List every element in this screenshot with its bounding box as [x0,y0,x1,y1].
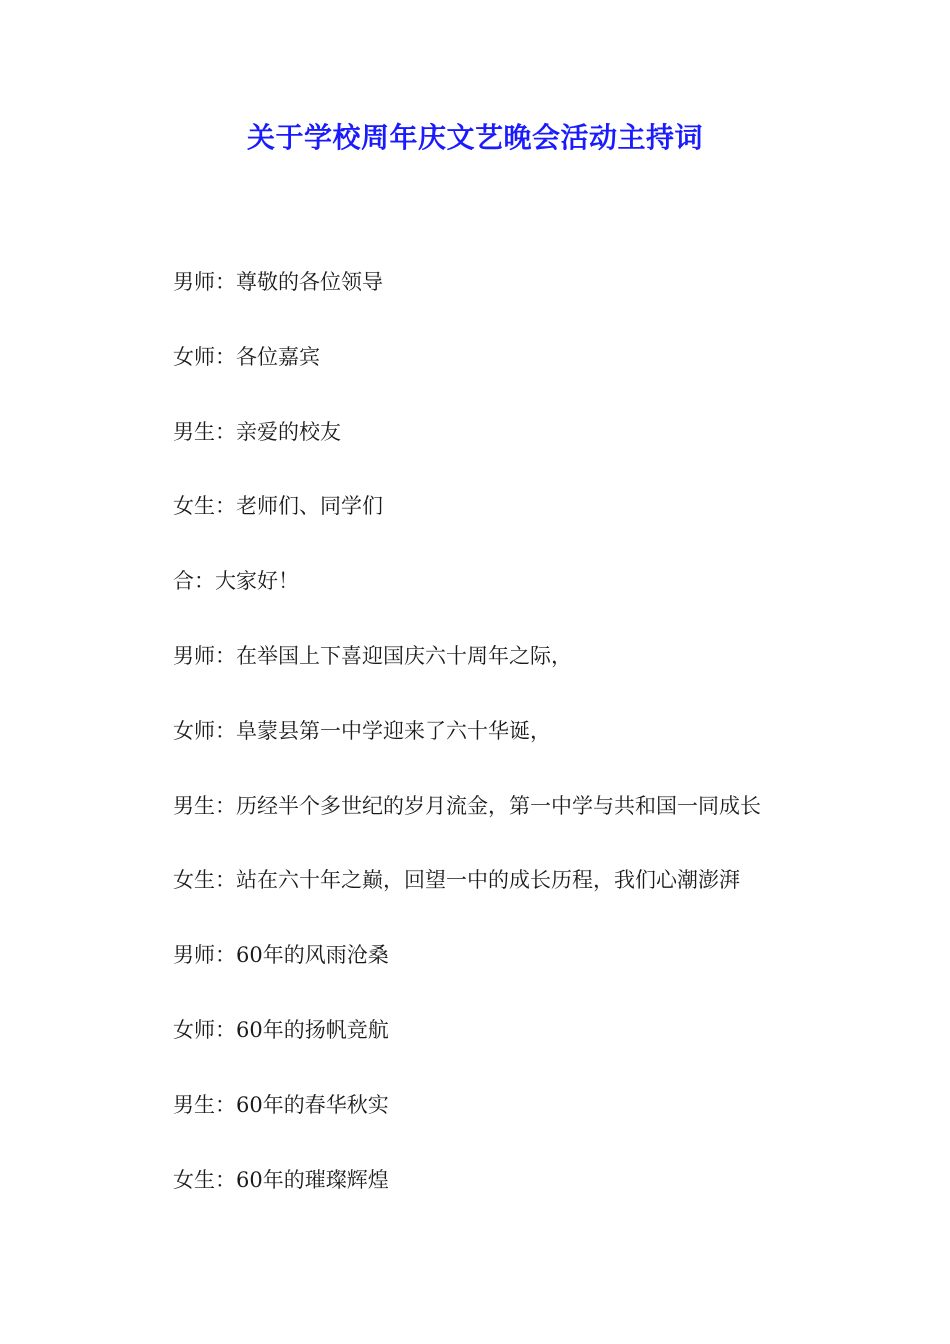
script-line: 女师：各位嘉宾 [173,344,320,369]
script-line: 女生：站在六十年之巅，回望一中的成长历程，我们心潮澎湃 [173,868,740,893]
script-line: 女生：60年的璀璨辉煌 [173,1167,389,1192]
script-line: 男生：历经半个多世纪的岁月流金，第一中学与共和国一同成长 [173,793,761,818]
script-lines [173,264,873,1236]
script-line: 女生：老师们、同学们 [173,494,383,519]
script-line: 女师：阜蒙县第一中学迎来了六十华诞， [173,718,551,743]
script-line: 女师：60年的扬帆竞航 [173,1017,389,1042]
document-title: 关于学校周年庆文艺晚会活动主持词 [246,121,703,154]
script-line: 男师：60年的风雨沧桑 [173,943,389,968]
script-line: 男生：60年的春华秋实 [173,1092,389,1117]
script-line: 男师：在举国上下喜迎国庆六十周年之际， [173,643,572,668]
script-line: 合：大家好！ [173,569,299,594]
script-line: 男生：亲爱的校友 [173,419,341,444]
script-line: 男师：尊敬的各位领导 [173,270,383,294]
